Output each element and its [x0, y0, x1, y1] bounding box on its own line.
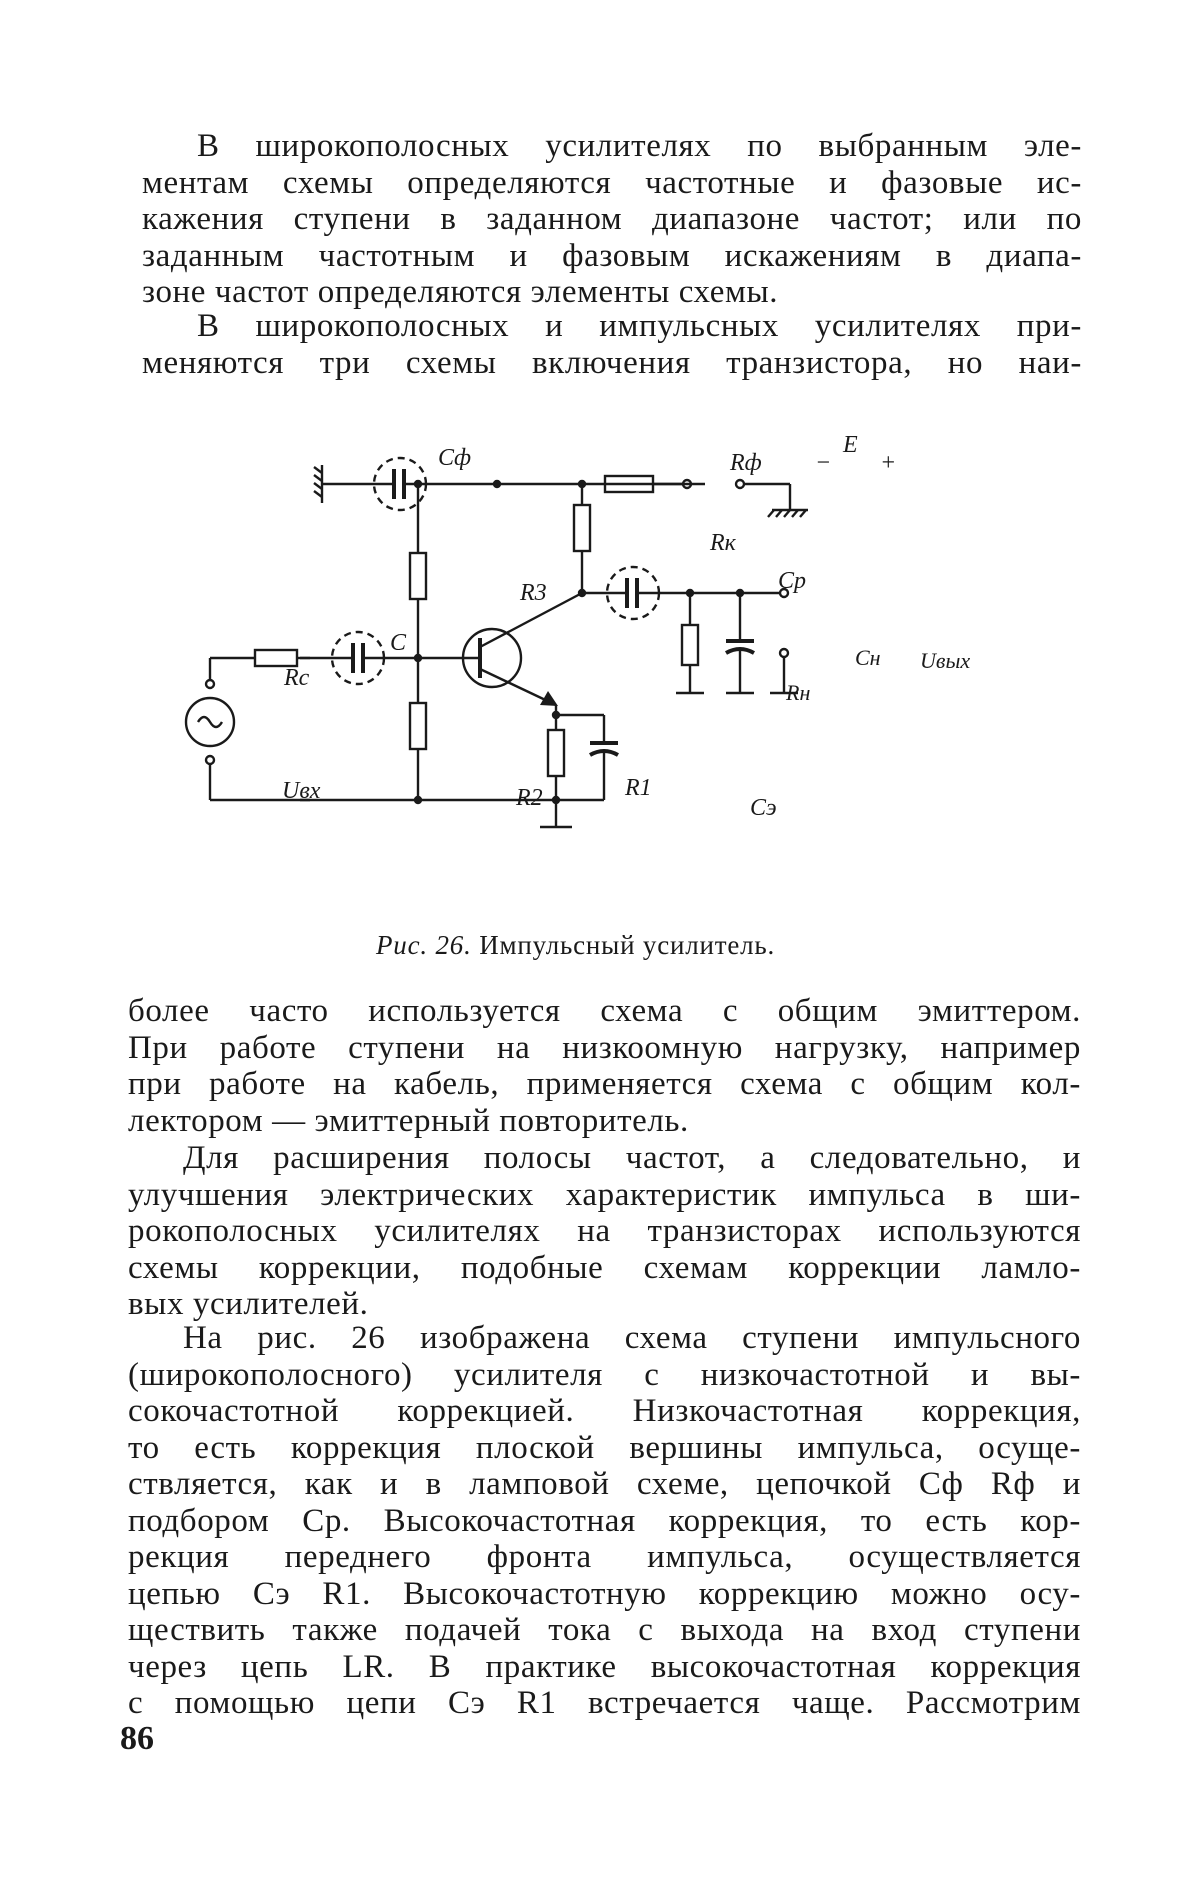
text-line: зоне частот определяются элементы схемы. [142, 274, 779, 310]
figure-caption [376, 930, 775, 961]
text-line: то есть коррекция плоской вершины импульса, осуще- [128, 1429, 1081, 1466]
text-line: улучшения электрических характеристик импульса в ши- [128, 1176, 1081, 1213]
label-ce: Cэ [750, 795, 777, 821]
label-r3: R3 [520, 580, 547, 606]
label-rn: Rн [786, 680, 811, 705]
text-line: ствляется, как и в ламповой схеме, цепочкой Cф Rф и [128, 1466, 1081, 1502]
text-line: При работе ступени на низкоомную нагрузку, например [128, 1029, 1081, 1066]
text-line: вых усилителей. [128, 1286, 369, 1322]
text-line: рокополосных усилителях на транзисторах используются [128, 1213, 1081, 1249]
paragraph-3 [128, 993, 1081, 1139]
label-rf: Rф [730, 450, 762, 476]
label-r1: R1 [625, 775, 652, 801]
label-cp: Cр [778, 568, 807, 594]
label-rk: Rк [710, 530, 736, 556]
text-line: при работе на кабель, применяется схема с общим кол- [128, 1066, 1081, 1102]
text-line: сокочастотной коррекцией. Низкочастотная коррекция, [128, 1393, 1081, 1429]
paragraph-5 [128, 1320, 1081, 1722]
label-uin: Uвх [282, 778, 321, 804]
page-number: 86 [120, 1720, 154, 1757]
text-line: более часто используется схема с общим эмиттером. [128, 993, 1081, 1029]
label-rc: Rс [284, 665, 310, 691]
text-line: На рис. 26 изображена схема ступени импульсного [183, 1320, 1081, 1356]
label-uout: Uвых [920, 648, 971, 673]
text-line: цепью Cэ R1. Высокочастотную коррекцию можно осу- [128, 1575, 1081, 1612]
paragraph-4 [128, 1140, 1081, 1323]
label-minus: − [815, 450, 832, 476]
label-r2: R2 [516, 785, 543, 811]
text-line: через цепь LR. В практике высокочастотная коррекция [128, 1648, 1081, 1685]
label-c: C [390, 630, 407, 656]
text-line: В широкополосных усилителях по выбранным эле- [197, 128, 1082, 164]
label-cf: Cф [438, 445, 472, 471]
text-line: кажения ступени в заданном диапазоне частот; или по [142, 201, 1082, 237]
text-line: подбором Cр. Высокочастотная коррекция, то есть кор- [128, 1502, 1081, 1539]
figure-number: Рис. 26. [376, 930, 472, 960]
text-line: ществить также подачей тока с выхода на вход ступени [128, 1612, 1081, 1648]
text-line: рекция переднего фронта импульса, осуществляется [128, 1539, 1081, 1575]
text-line: ментам схемы определяются частотные и фазовые ис- [142, 164, 1082, 201]
label-e: E [843, 432, 858, 458]
text-line: Для расширения полосы частот, а следовательно, и [183, 1140, 1081, 1176]
text-line: заданным частотным и фазовым искажениям в диапа- [142, 237, 1082, 274]
text-line: схемы коррекции, подобные схемам коррекции ламло- [128, 1249, 1081, 1286]
figure-title: Импульсный усилитель. [479, 930, 776, 960]
label-plus: + [880, 450, 897, 476]
text-line: лектором — эмиттерный повторитель. [128, 1102, 689, 1139]
text-line: В широкополосных и импульсных усилителях при- [197, 308, 1082, 344]
text-line: с помощью цепи Cэ R1 встречается чаще. Рассмотрим [128, 1685, 1081, 1721]
text-line: (широкополосного) усилителя с низкочастотной и вы- [128, 1356, 1081, 1393]
text-line: меняются три схемы включения транзистора, но наи- [142, 344, 1082, 381]
label-cn: Cн [855, 645, 881, 670]
